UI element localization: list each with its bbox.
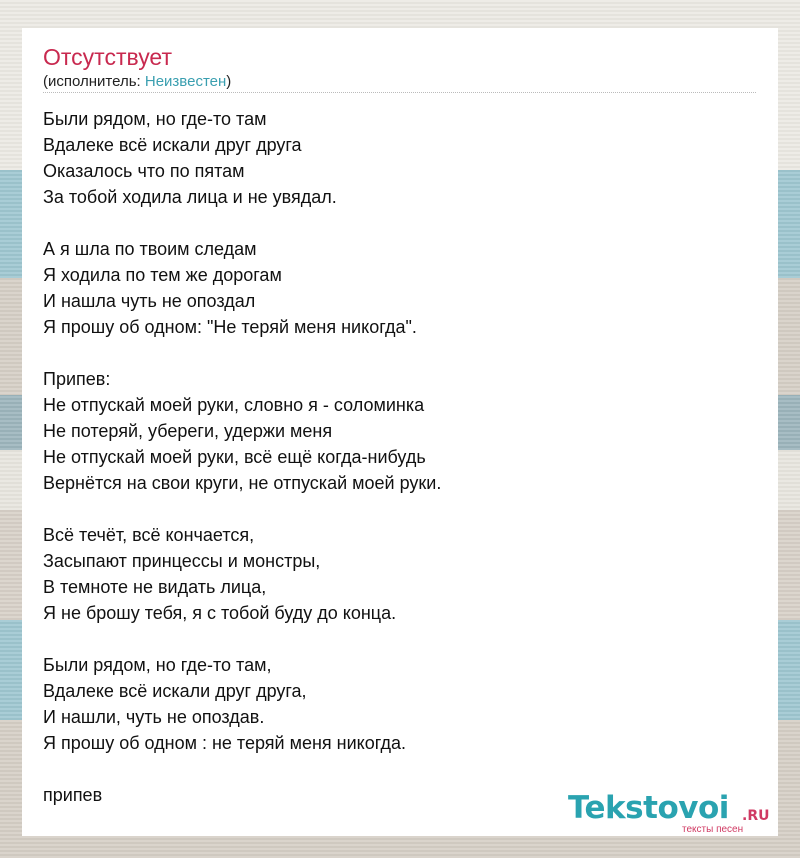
artist-prefix: (исполнитель: — [43, 73, 145, 90]
lyric-line: В темноте не видать лица, — [43, 577, 267, 597]
title-divider — [43, 92, 756, 93]
lyric-line: Вдалеке всё искали друг друга — [43, 135, 302, 155]
lyric-line: И нашла чуть не опоздал — [43, 291, 256, 311]
lyric-line: За тобой ходила лица и не увядал. — [43, 187, 337, 207]
lyric-line: Были рядом, но где-то там, — [43, 655, 272, 675]
lyric-line: А я шла по твоим следам — [43, 239, 257, 259]
lyric-line: Я не брошу тебя, я с тобой буду до конца. — [43, 603, 397, 623]
lyric-line: Я ходила по тем же дорогам — [43, 265, 282, 285]
site-logo[interactable] — [568, 790, 778, 836]
lyric-line: Я прошу об одном : не теряй меня никогда. — [43, 733, 407, 753]
logo-wordmark: Tekstovoi — [568, 790, 729, 826]
lyric-blank-line — [43, 626, 763, 652]
lyric-line: припев — [43, 785, 103, 805]
lyric-line: Всё течёт, всё кончается, — [43, 525, 255, 545]
artist-suffix: ) — [226, 73, 232, 90]
artist-line — [43, 73, 231, 91]
logo-subtitle: тексты песен — [682, 824, 744, 835]
lyric-line: Засыпают принцессы и монстры, — [43, 551, 321, 571]
lyric-line: Не потеряй, убереги, удержи меня — [43, 421, 333, 441]
song-title: Отсутствует — [43, 44, 172, 70]
lyric-line: Я прошу об одном: "Не теряй меня никогда". — [43, 317, 417, 337]
lyric-line: Не отпускай моей руки, словно я - соломинка — [43, 395, 425, 415]
lyric-blank-line — [43, 496, 763, 522]
lyric-line: Оказалось что по пятам — [43, 161, 245, 181]
lyric-line: Были рядом, но где-то там — [43, 109, 267, 129]
artist-link[interactable]: Неизвестен — [144, 73, 227, 90]
lyrics-text — [43, 106, 763, 808]
lyric-line: Вернётся на свои круги, не отпускай моей руки. — [43, 473, 442, 493]
lyric-line: Вдалеке всё искали друг друга, — [43, 681, 307, 701]
logo-domain: .RU — [742, 808, 770, 824]
lyric-blank-line — [43, 340, 763, 366]
lyric-line: Не отпускай моей руки, всё ещё когда-нибудь — [43, 447, 426, 467]
lyrics-card — [22, 28, 778, 836]
lyric-blank-line — [43, 756, 763, 782]
lyric-line: И нашли, чуть не опоздав. — [43, 707, 265, 727]
lyric-blank-line — [43, 210, 763, 236]
lyric-line: Припев: — [43, 369, 111, 389]
